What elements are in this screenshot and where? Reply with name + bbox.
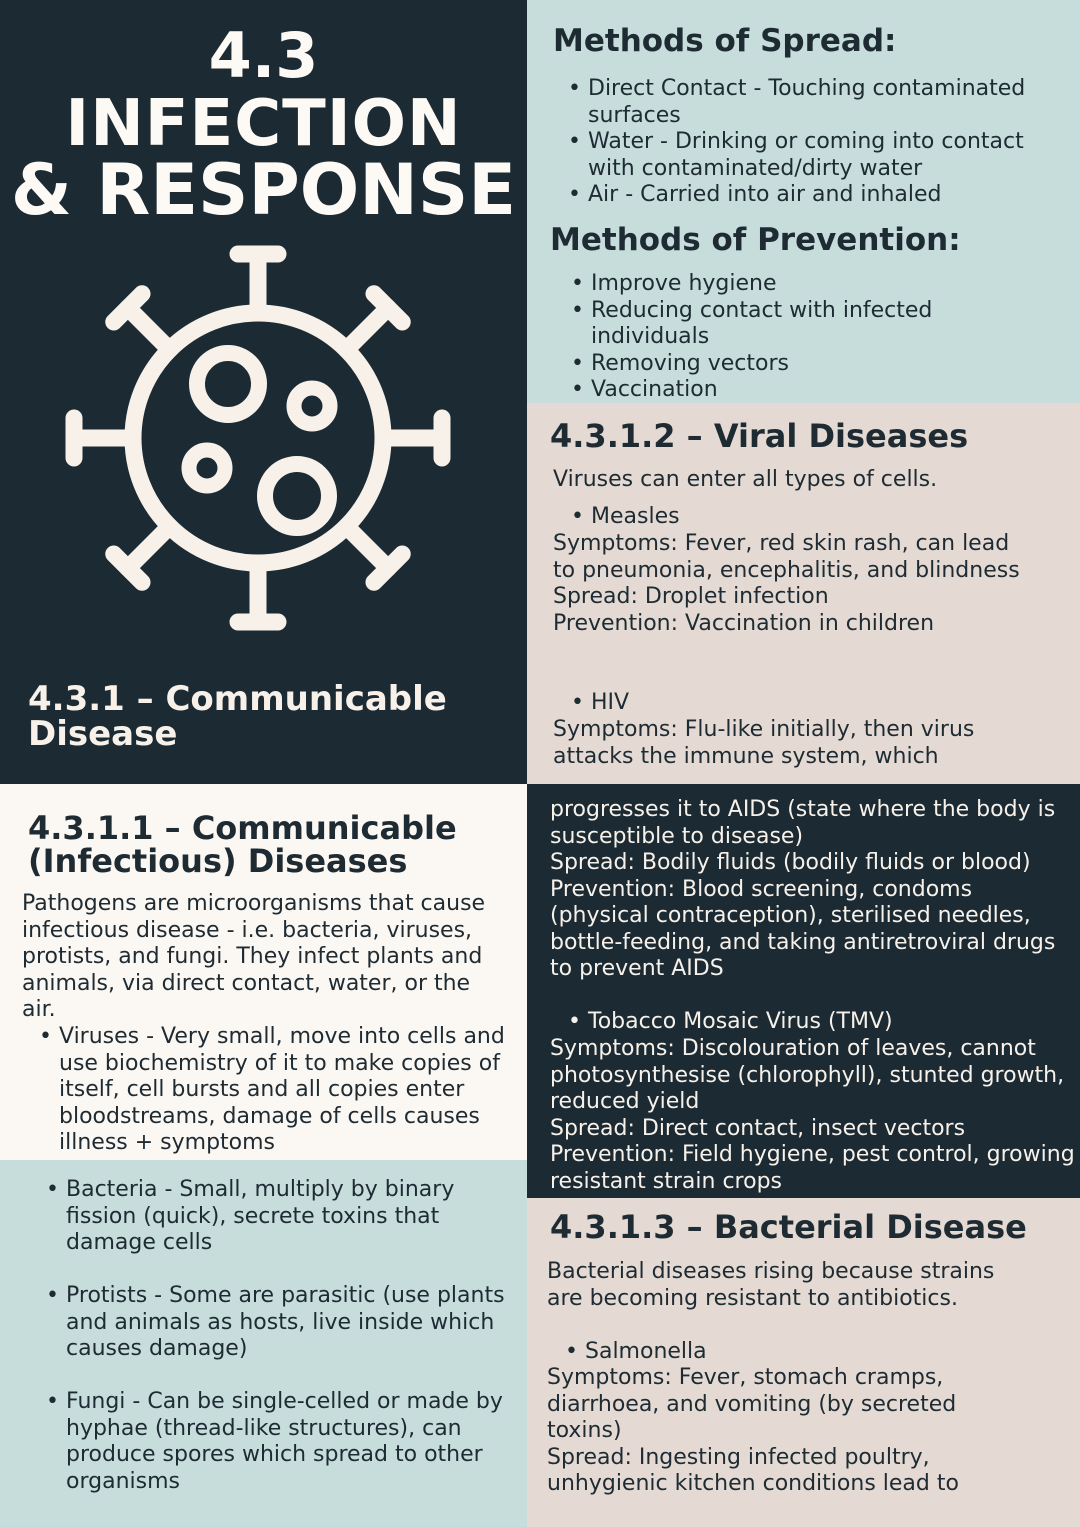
list-item: • Vaccination xyxy=(557,377,1047,403)
virus-icon xyxy=(58,238,458,638)
list-item: • Salmonella xyxy=(551,1339,1031,1366)
heading-bacterial-disease: 4.3.1.3 – Bacterial Disease xyxy=(550,1208,1027,1246)
measles-symptoms: Symptoms: Fever, red skin rash, can lead to pneumonia, encephalitis, and blindness xyxy=(553,531,1020,583)
measles-details xyxy=(553,531,1033,637)
heading-infectious-diseases: 4.3.1.1 – Communicable (Infectious) Diseases xyxy=(28,809,457,880)
salmonella-symptoms: Symptoms: Fever, stomach cramps, diarrhoea, and vomiting (by secreted toxins) xyxy=(547,1365,957,1443)
protists-item xyxy=(32,1283,507,1363)
title-number: 4.3 xyxy=(208,19,319,92)
list-item: • Bacteria - Small, multiply by binary fission (quick), secrete toxins that damage cells xyxy=(32,1177,492,1257)
salmonella-item xyxy=(551,1339,1031,1366)
list-item: • Improve hygiene xyxy=(557,271,1047,298)
infectious-intro: Pathogens are microorganisms that cause infectious disease - i.e. bacteria, viruses, protists, and fungi. They infect plants and animals, via direct contact, water, or the air. xyxy=(22,891,486,1022)
bacteria-item xyxy=(32,1177,492,1257)
tmv-spread: Spread: Direct contact, insect vectors xyxy=(550,1115,966,1141)
viral-diseases-panel xyxy=(527,403,1080,784)
hiv-symptoms-part1: Symptoms: Flu-like initially, then virus attacks the immune system, which xyxy=(553,717,975,769)
viral-diseases-continued-panel xyxy=(527,784,1080,1198)
prevention-list xyxy=(557,271,1047,403)
list-item: • Direct Contact - Touching contaminated surfaces xyxy=(554,76,1054,129)
title-panel xyxy=(0,0,527,784)
hiv-symptoms-part2: progresses it to AIDS (state where the body is susceptible to disease) xyxy=(550,797,1056,849)
viral-intro: Viruses can enter all types of cells. xyxy=(553,467,938,492)
heading-communicable-disease: 4.3.1 – Communicable Disease xyxy=(28,679,447,754)
salmonella-spread: Spread: Ingesting infected poultry, unhygienic kitchen conditions lead to xyxy=(547,1444,959,1496)
list-item: • Reducing contact with infected individuals xyxy=(557,298,1047,351)
fungi-item xyxy=(32,1389,507,1495)
measles-prevention: Prevention: Vaccination in children xyxy=(553,610,935,636)
bacterial-disease-panel xyxy=(527,1198,1080,1527)
pathogen-types-panel xyxy=(0,1160,527,1527)
list-item: • Viruses - Very small, move into cells and use biochemistry of it to make copies of itself, cell bursts and all copies enter bloodstreams, damage of cells causes illness + symptoms xyxy=(25,1024,505,1157)
hiv-item xyxy=(557,690,1037,717)
title-response: & RESPONSE xyxy=(10,149,517,231)
measles-item xyxy=(557,504,1037,531)
tmv-details xyxy=(550,1036,1075,1195)
heading-methods-of-prevention: Methods of Prevention: xyxy=(550,222,961,258)
spread-list xyxy=(554,76,1054,209)
tmv-item xyxy=(554,1009,1054,1036)
title-infection: INFECTION xyxy=(65,87,462,161)
hiv-spread: Spread: Bodily fluids (bodily fluids or blood) xyxy=(550,850,1031,875)
spread-prevention-panel xyxy=(527,0,1080,403)
list-item: • HIV xyxy=(557,690,1037,717)
list-item: • Measles xyxy=(557,504,1037,531)
measles-spread: Spread: Droplet infection xyxy=(553,584,829,609)
list-item: • Removing vectors xyxy=(557,351,1047,378)
salmonella-details xyxy=(547,1365,967,1498)
list-item: • Protists - Some are parasitic (use plants and animals as hosts, live inside which causes damage) xyxy=(32,1283,507,1363)
viruses-item xyxy=(25,1024,505,1157)
infectious-diseases-panel xyxy=(0,784,527,1160)
heading-methods-of-spread: Methods of Spread: xyxy=(553,23,897,59)
tmv-prevention: Prevention: Field hygiene, pest control, growing resistant strain crops xyxy=(550,1142,1075,1194)
list-item: • Fungi - Can be single-celled or made by hyphae (thread-like structures), can produce spores which spread to other organisms xyxy=(32,1389,507,1495)
list-item: • Water - Drinking or coming into contact with contaminated/dirty water xyxy=(554,129,1054,182)
hiv-details xyxy=(550,797,1065,983)
heading-viral-diseases: 4.3.1.2 – Viral Diseases xyxy=(550,417,969,455)
bacterial-intro: Bacterial diseases rising because strains are becoming resistant to antibiotics. xyxy=(547,1259,995,1311)
hiv-prevention: Prevention: Blood screening, condoms (physical contraception), sterilised needles, bottle-feeding, and taking antiretroviral drugs to prevent AIDS xyxy=(550,876,1056,981)
tmv-symptoms: Symptoms: Discolouration of leaves, cannot photosynthesise (chlorophyll), stunted growth, reduced yield xyxy=(550,1036,1065,1114)
list-item: • Tobacco Mosaic Virus (TMV) xyxy=(554,1009,1054,1036)
list-item: • Air - Carried into air and inhaled xyxy=(554,182,1054,209)
